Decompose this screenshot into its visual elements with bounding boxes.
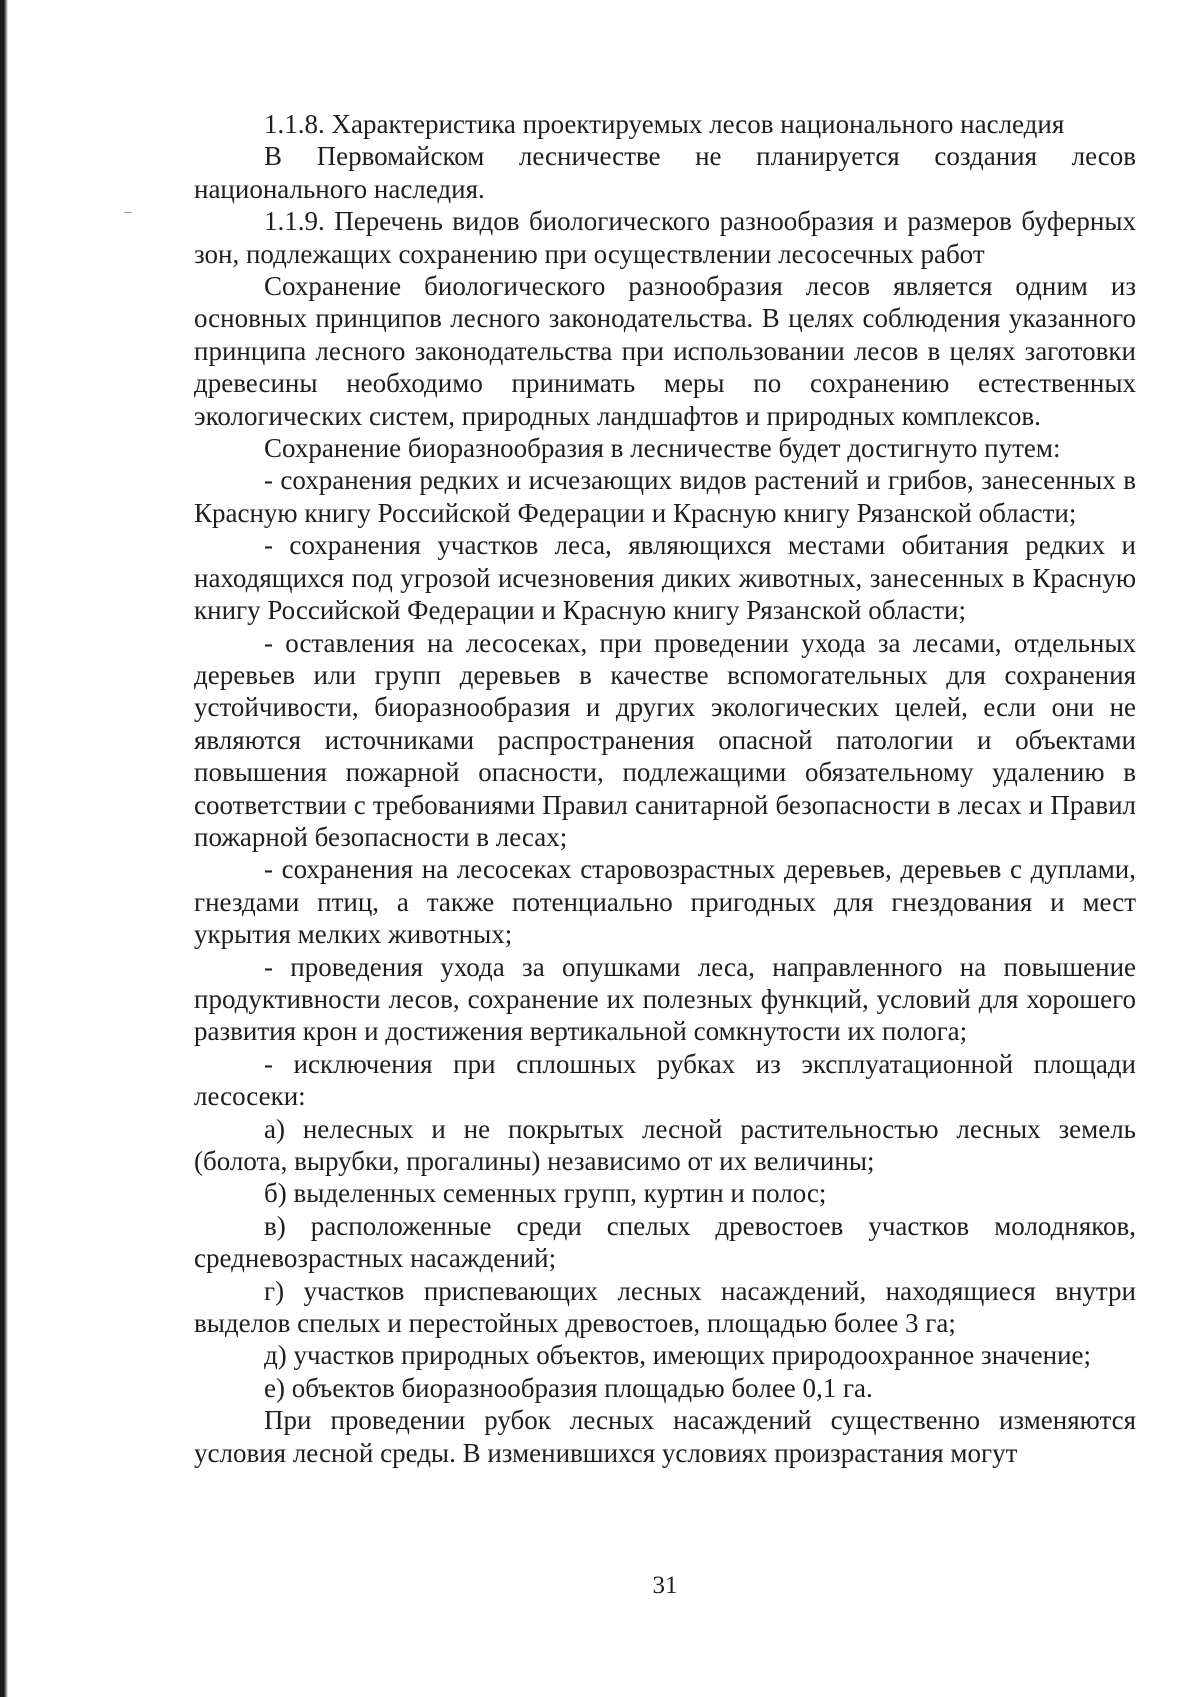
list-item: - сохранения редких и исчезающих видов растений и грибов, занесенных в Красную книгу Российской Федерации и Красную книгу Рязанской области; — [194, 465, 1136, 528]
sub-list-item: г) участков приспевающих лесных насаждений, находящиеся внутри выделов спелых и перестойных древостоев, площадью более 3 га; — [194, 1275, 1136, 1339]
document-body — [194, 108, 1136, 1469]
sub-list-item: д) участков природных объектов, имеющих природоохранное значение; — [264, 1340, 1092, 1371]
paragraph: При проведении рубок лесных насаждений существенно изменяются условия лесной среды. В изменившихся условиях произрастания могут — [194, 1405, 1136, 1468]
paragraph: В Первомайском лесничестве не планируется создания лесов национального наследия. — [194, 141, 1136, 204]
sub-list-item: в) расположенные среди спелых древостоев участков молодняков, средневозрастных насаждений; — [194, 1210, 1136, 1274]
paragraph: Сохранение биологического разнообразия лесов является одним из основных принципов лесного законодательства. В целях соблюдения указанного принципа лесного законодательства при использовании лесов в целях заготовки древесины необходимо принимать меры по сохранению естественных экологических систем, природных ландшафтов и природных комплексов. — [194, 271, 1136, 431]
sub-list-item: е) объектов биоразнообразия площадью более 0,1 га. — [264, 1372, 873, 1403]
list-item: - проведения ухода за опушками леса, направленного на повышение продуктивности лесов, сохранение их полезных функций, условий для хорошего развития крон и достижения вертикальной сомкнутости их полога; — [194, 951, 1136, 1047]
list-item: - сохранения на лесосеках старовозрастных деревьев, деревьев с дуплами, гнездами птиц, а также потенциально пригодных для гнездования и мест укрытия мелких животных; — [194, 854, 1136, 950]
page-number: 31 — [652, 1572, 678, 1599]
scan-edge — [0, 0, 8, 1697]
section-heading-1-1-9: 1.1.9. Перечень видов биологического разнообразия и размеров буферных зон, подлежащих сохранению при осуществлении лесосечных работ — [194, 206, 1136, 269]
list-item: - исключения при сплошных рубках из эксплуатационной площади лесосеки: — [194, 1048, 1136, 1112]
sub-list-item: а) нелесных и не покрытых лесной растительностью лесных земель (болота, вырубки, прогалины) независимо от их величины; — [194, 1113, 1136, 1176]
paragraph: Сохранение биоразнообразия в лесничестве будет достигнуто путем: — [264, 433, 1061, 464]
sub-list-item: б) выделенных семенных групп, куртин и полос; — [264, 1178, 827, 1209]
section-heading-1-1-8: 1.1.8. Характеристика проектируемых лесов национального наследия — [264, 109, 1065, 139]
margin-mark — [124, 212, 132, 213]
list-item: - сохранения участков леса, являющихся местами обитания редких и находящихся под угрозой исчезновения диких животных, занесенных в Красную книгу Российской Федерации и Красную книгу Рязанской области; — [194, 530, 1136, 626]
list-item: - оставления на лесосеках, при проведении ухода за лесами, отдельных деревьев или групп деревьев в качестве вспомогательных для сохранения устойчивости, биоразнообразия и других экологических целей, если они не являются источниками распространения опасной патологии и объектами повышения пожарной опасности, подлежащими обязательному удалению в соответствии с требованиями Правил санитарной безопасности в лесах и Правил пожарной безопасности в лесах; — [194, 627, 1136, 852]
